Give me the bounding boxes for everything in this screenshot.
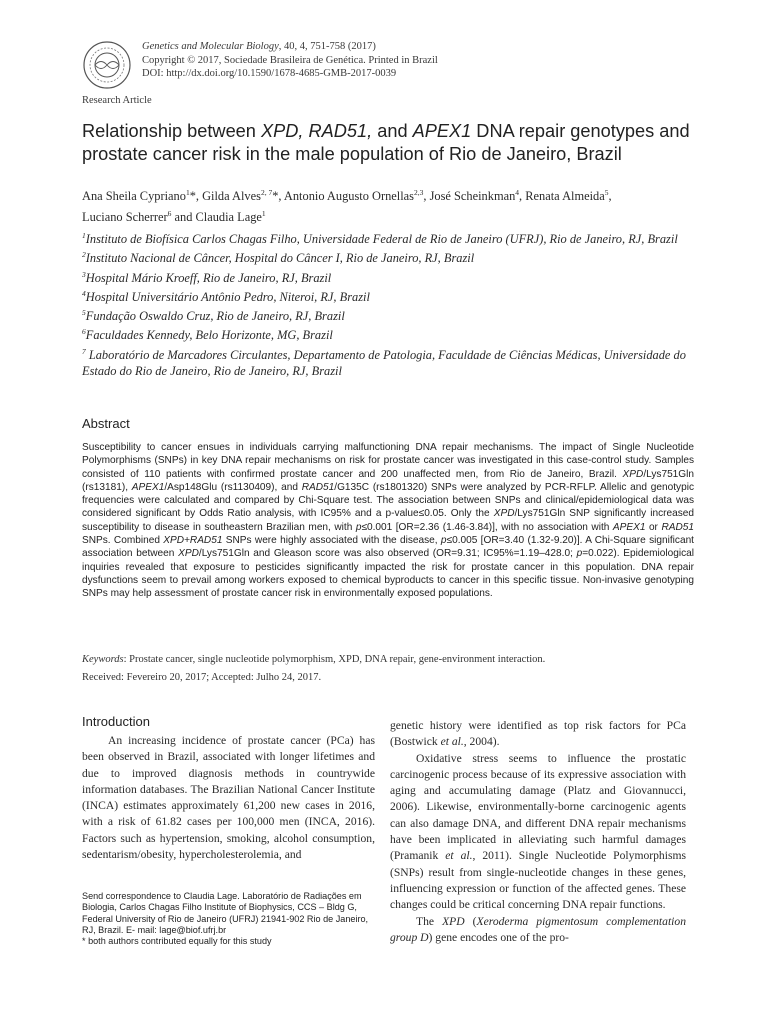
article-type: Research Article (82, 95, 152, 106)
abstract-heading: Abstract (82, 416, 130, 431)
correspondence-footnote (82, 891, 382, 947)
author: Ana Sheila Cypriano$^1$*, (82, 188, 203, 203)
author: José Scheinkman$^4$, (429, 188, 526, 203)
affiliation: $^2$Instituto Nacional de Câncer, Hospital do Câncer I, Rio de Janeiro, RJ, Brazil (82, 250, 475, 266)
copyright-line: Copyright © 2017, Sociedade Brasileira de Genética. Printed in Brazil (142, 54, 438, 66)
article-title (82, 120, 692, 166)
paragraph: An increasing incidence of prostate cancer (PCa) has been observed in Brazil, associated with longer lifetimes and due to improved diagnosis methods in countrywide information databases. The Brazilian National Cancer Institute (INCA) estimates approximately 61,200 new cases in 2016, with a risk of 61.82 cases per 100,000 men (INCA, 2016). Factors such as hypertension, smoking, alcohol consumption, sedentarism/obesity, hypercholesterolemia, and (82, 734, 375, 862)
keywords (82, 653, 694, 667)
journal-info (142, 40, 438, 81)
body-text-left (82, 733, 375, 863)
equal-contribution-note: * both authors contributed equally for this study (82, 936, 272, 947)
author: Luciano Scherrer$^6$ and (82, 209, 196, 224)
journal-volume: , 40, 4, 751-758 (2017) (278, 41, 376, 52)
right-column (390, 718, 686, 946)
received-dates: Received: Fevereiro 20, 2017; Accepted: Julho 24, 2017. (82, 672, 322, 683)
author: Renata Almeida$^5$, (525, 188, 612, 203)
body-text-right (390, 718, 686, 946)
keywords-list: : Prostate cancer, single nucleotide polymorphism, XPD, DNA repair, gene-environment interaction. (123, 654, 546, 665)
abstract-body: Susceptibility to cancer ensues in individuals carrying malfunctioning DNA repair mechanisms. The impact of Single Nucleotide Polymorphisms (SNPs) in key DNA repair mechanisms on risk for prostate cancer was investigated in this case-control study. Samples consisted of 110 patients with confirmed prostate cancer and 200 unaffected men, from Rio de Janeiro, Brazil. XPD/Lys751Gln (rs13181), APEX1/Asp148Glu (rs1130409), and RAD51/G135C (rs1801320) SNPs were analyzed by PCR-RFLP. Allelic and genotypic frequencies were calculated and compared by Chi-Square test. The association between SNPs and clinical/epidemiological data was considered significant by Odds Ratio analysis, with IC95% and a p-value≤0.05. Only the XPD/Lys751Gln SNP significantly increased susceptibility to disease in southeastern Brazilian men, with p≤0.001 [OR=2.36 (1.46-3.84)], with no association with APEX1 or RAD51 SNPs. Combined XPD+RAD51 SNPs were highly associated with the disease, p≤0.005 [OR=3.40 (1.32-9.20)]. A Chi-Square significant association between XPD/Lys751Gln and Gleason score was also observed (OR=9.31; IC95%=1.19–428.0; p=0.022). Epidemiological inquiries revealed that exposure to pesticides significantly impacted the risk for prostate cancer in this population. DNA repair dysfunctions seem to prevail among workers exposed to chemical byproducts to cancer in this specific tissue. Non-invasive genotyping SNPs may help assessment of prostate cancer risk in environmentally exposed populations. (82, 442, 695, 600)
affiliation: $^6$Faculdades Kennedy, Belo Horizonte, MG, Brazil (82, 327, 333, 343)
affiliation: $^4$Hospital Universitário Antônio Pedro, Niteroi, RJ, Brazil (82, 288, 370, 304)
affiliation: $^1$Instituto de Biofísica Carlos Chagas Filho, Universidade Federal de Rio de Janeiro (UFRJ), Rio de Janeiro, RJ, Brazil (82, 231, 678, 246)
affiliation: $^5$Fundação Oswaldo Cruz, Rio de Janeiro, RJ, Brazil (82, 308, 345, 324)
title-part: and (372, 121, 413, 141)
title-gene: APEX1 (412, 121, 472, 141)
introduction-heading: Introduction (82, 714, 150, 729)
author: Claudia Lage$^1$ (195, 209, 266, 224)
title-part: Relationship between (82, 121, 261, 141)
author: Antonio Augusto Ornellas$^{2,3}$, (283, 188, 430, 203)
sbg-logo (82, 40, 132, 90)
paragraph: genetic history were identified as top risk factors for PCa (Bostwick et al., 2004). (390, 719, 686, 749)
title-part: DNA repair genotypes and prostate cancer risk in the male population of Rio de Janeiro, Brazil (82, 121, 690, 164)
paragraph: Oxidative stress seems to influence the prostatic carcinogenic process because of its expressive association with aging and accumulating damage (Platz and Giovannucci, 2006). Likewise, environmentally-borne carcinogenic agents can also damage DNA, and different DNA repair mechanisms have been implicated in alleviating such harmful damages (Pramanik et al., 2011). Single Nucleotide Polymorphisms (SNPs) result from single-nucleotide changes in these genes, influencing expression or function of the affected genes. These changes could be critical concerning DNA repair functions. (390, 751, 686, 912)
doi-link[interactable]: DOI: http://dx.doi.org/10.1590/1678-4685-GMB-2017-0039 (142, 68, 397, 79)
journal-citation (142, 40, 438, 54)
affiliation: $^3$Hospital Mário Kroeff, Rio de Janeiro, RJ, Brazil (82, 269, 332, 285)
author-list (82, 184, 692, 226)
author: Gilda Alves$^{2, 7}$*, (202, 188, 284, 203)
paragraph: The XPD (Xeroderma pigmentosum complementation group D) gene encodes one of the pro- (390, 914, 686, 944)
correspondence-text: Send correspondence to Claudia Lage. Laboratório de Radiações em Biologia, Carlos Chagas Filho Institute of Biophysics, CCS – Bldg G, Federal University of Rio de Janeiro (UFRJ) 21941-902 Rio de Janeiro, RJ, Brazil. E- mail: lage@biof.ufrj.br (82, 891, 369, 935)
left-column (82, 714, 375, 863)
affiliation: $^7$ Laboratório de Marcadores Circulantes, Departamento de Patologia, Faculdade de Ciências Médicas, Universidade do Estado do Rio de Janeiro, Rio de Janeiro, RJ, Brazil (82, 346, 686, 379)
keywords-label: Keywords (82, 654, 124, 665)
affiliation-list (82, 228, 694, 379)
title-gene: XPD, RAD51, (260, 121, 373, 141)
journal-name: Genetics and Molecular Biology (142, 41, 279, 52)
